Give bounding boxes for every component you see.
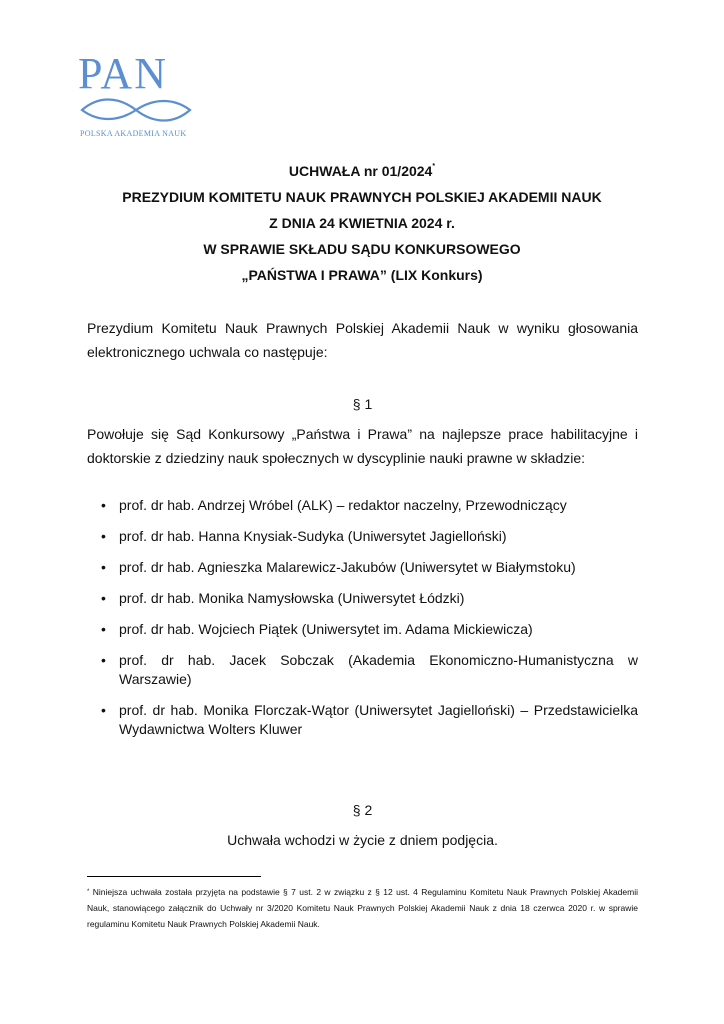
logo-text: PAN xyxy=(78,49,168,98)
intro-paragraph: Prezydium Komitetu Nauk Prawnych Polskiej Akademii Nauk w wyniku głosowania elektronicznego uchwala co następuje: xyxy=(87,320,638,360)
heading-line-4: W SPRAWIE SKŁADU SĄDU KONKURSOWEGO xyxy=(203,241,521,257)
committee-members-list xyxy=(87,496,638,751)
footnote-text: Niniejsza uchwała została przyjęta na podstawie § 7 ust. 2 w związku z § 12 ust. 4 Regulaminu Komitetu Nauk Prawnych Polskiej Akademii Nauk, stanowiącego załącznik do Uchwały nr 3/2020 Komitetu Nauk Prawnych Polskiej Akademii Nauk z dnia 18 czerwca 2020 r. w sprawie regulaminu Komitetu Nauk Prawnych Polskiej Akademii Nauk. xyxy=(87,887,638,929)
list-item: • prof. dr hab. Andrzej Wróbel (ALK) – redaktor naczelny, Przewodniczący xyxy=(101,497,567,513)
list-item: • prof. dr hab. Hanna Knysiak-Sudyka (Uniwersytet Jagielloński) xyxy=(101,528,507,544)
section-2-text: Uchwała wchodzi w życie z dniem podjęcia. xyxy=(227,832,498,848)
heading-line-3: Z DNIA 24 KWIETNIA 2024 r. xyxy=(269,215,455,231)
logo-subtitle: POLSKA AKADEMIA NAUK xyxy=(80,129,187,138)
list-item: • prof. dr hab. Monika Florczak-Wątor (Uniwersytet Jagielloński) – Przedstawicielka Wydawnictwa Wolters Kluwer xyxy=(101,702,638,737)
list-item: • prof. dr hab. Monika Namysłowska (Uniwersytet Łódzki) xyxy=(101,590,465,606)
heading-line-5: „PAŃSTWA I PRAWA” (LIX Konkurs) xyxy=(241,267,483,283)
section-1-text: Powołuje się Sąd Konkursowy „Państwa i Prawa” na najlepsze prace habilitacyjne i doktorskie z dziedziny nauk społecznych w dyscyplinie nauki prawne w składzie: xyxy=(87,426,638,466)
pan-logo xyxy=(78,49,198,144)
section-1-symbol: § 1 xyxy=(352,396,373,412)
footnote xyxy=(87,884,638,932)
resolution-heading xyxy=(60,158,664,288)
footnote-ref: * xyxy=(432,163,436,170)
section-2-symbol: § 2 xyxy=(352,802,373,818)
logo-swirl-icon xyxy=(78,92,196,128)
heading-line-2: PREZYDIUM KOMITETU NAUK PRAWNYCH POLSKIEJ AKADEMII NAUK xyxy=(122,189,602,205)
list-item: • prof. dr hab. Agnieszka Malarewicz-Jakubów (Uniwersytet w Białymstoku) xyxy=(101,559,576,575)
list-item: • prof. dr hab. Jacek Sobczak (Akademia Ekonomiczno-Humanistyczna w Warszawie) xyxy=(101,652,638,687)
footnote-divider xyxy=(87,876,261,877)
heading-line-1: UCHWAŁA nr 01/2024* xyxy=(288,163,436,179)
footnote-mark: * xyxy=(87,889,90,895)
list-item: • prof. dr hab. Wojciech Piątek (Uniwersytet im. Adama Mickiewicza) xyxy=(101,621,533,637)
